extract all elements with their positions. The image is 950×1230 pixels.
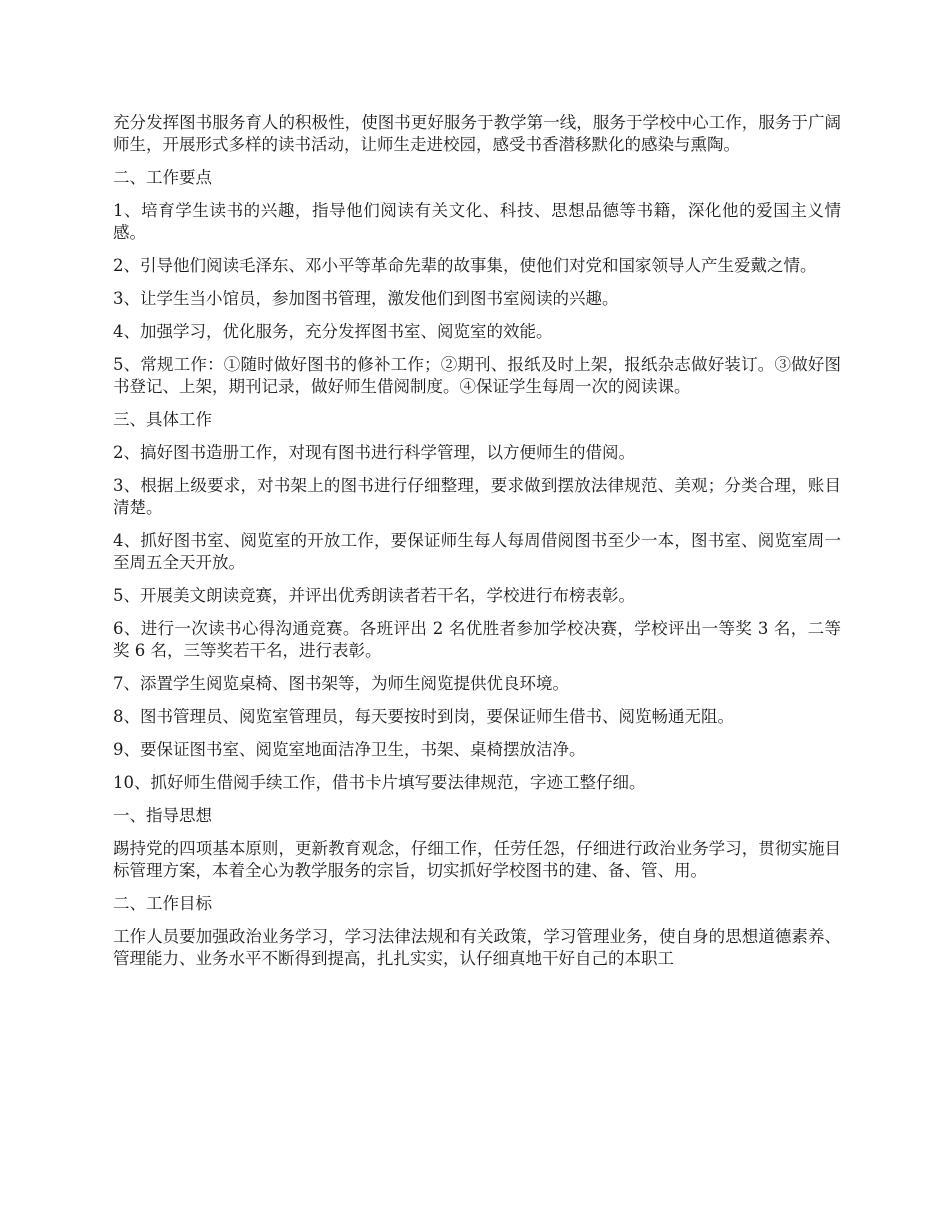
list-item: 9、要保证图书室、阅览室地面洁净卫生，书架、桌椅摆放洁净。 [113,740,586,759]
section-heading-specific-work: 三、具体工作 [113,410,212,429]
body-paragraph: 工作人员要加强政治业务学习，学习法律法规和有关政策，学习管理业务，使自身的思想道德素养、管理能力、业务水平不断得到提高，扎扎实实，认仔细真地干好自己的本职工 [113,927,841,968]
document-page [113,112,841,981]
list-item: 8、图书管理员、阅览室管理员，每天要按时到岗，要保证师生借书、阅览畅通无阻。 [113,707,734,726]
list-item: 6、进行一次读书心得沟通竞赛。各班评出 2 名优胜者参加学校决赛，学校评出一等奖 3 名，二等奖 6 名，三等奖若干名，进行表彰。 [113,619,841,660]
list-item: 1、培育学生读书的兴趣，指导他们阅读有关文化、科技、思想品德等书籍，深化他的爱国主义情感。 [113,201,841,242]
body-paragraph: 踢持党的四项基本原则，更新教育观念，仔细工作，任劳任怨，仔细进行政治业务学习，贯彻实施目标管理方案，本着全心为教学服务的宗旨，切实抓好学校图书的建、备、管、用。 [113,839,841,880]
list-item: 3、让学生当小馆员，参加图书管理，激发他们到图书室阅读的兴趣。 [113,289,619,308]
list-item: 2、引导他们阅读毛泽东、邓小平等革命先辈的故事集，使他们对党和国家领导人产生爱戴之情。 [113,256,817,275]
section-heading-work-points: 二、工作要点 [113,168,212,187]
list-item: 4、抓好图书室、阅览室的开放工作，要保证师生每人每周借阅图书至少一本，图书室、阅览室周一至周五全天开放。 [113,531,841,572]
list-item: 10、抓好师生借阅手续工作，借书卡片填写要法律规范，字迹工整仔细。 [113,773,646,792]
section-heading-work-goals: 二、工作目标 [113,894,212,913]
list-item: 2、搞好图书造册工作，对现有图书进行科学管理，以方便师生的借阅。 [113,443,635,462]
intro-paragraph: 充分发挥图书服务育人的积极性，使图书更好服务于教学第一线，服务于学校中心工作，服务于广阔师生，开展形式多样的读书活动，让师生走进校园，感受书香潜移默化的感染与熏陶。 [113,113,841,154]
list-item: 5、开展美文朗读竞赛，并评出优秀朗读者若干名，学校进行布榜表彰。 [113,586,635,605]
section-heading-guiding-ideology: 一、指导思想 [113,806,212,825]
list-item: 3、根据上级要求，对书架上的图书进行仔细整理，要求做到摆放法律规范、美观；分类合理，账目清楚。 [113,476,841,517]
list-item: 7、添置学生阅览桌椅、图书架等，为师生阅览提供优良环境。 [113,674,569,693]
list-item: 4、加强学习，优化服务，充分发挥图书室、阅览室的效能。 [113,322,553,341]
list-item: 5、常规工作：①随时做好图书的修补工作；②期刊、报纸及时上架，报纸杂志做好装订。③做好图书登记、上架，期刊记录，做好师生借阅制度。④保证学生每周一次的阅读课。 [113,355,841,396]
